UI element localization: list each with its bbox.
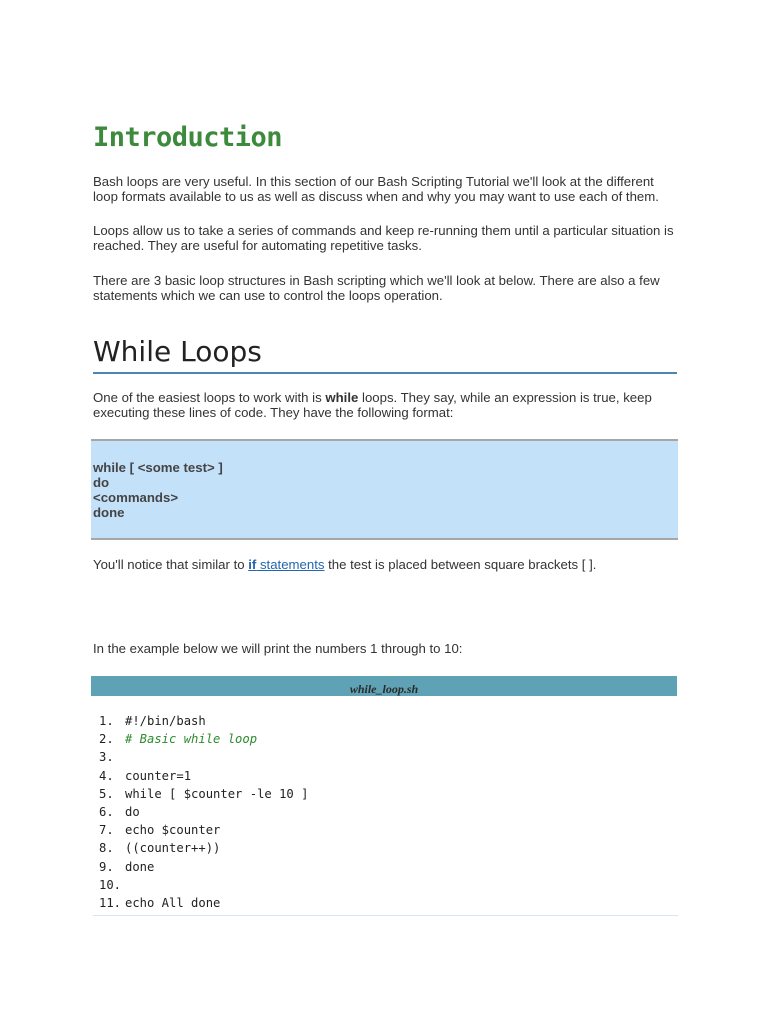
code-text: done xyxy=(125,859,155,874)
while-keyword: while xyxy=(325,390,359,405)
line-number: 2. xyxy=(99,732,114,747)
while-intro-text: One of the easiest loops to work with is xyxy=(93,390,326,405)
line-number: 11. xyxy=(99,896,122,910)
code-text: #!/bin/bash xyxy=(125,714,206,728)
format-line: do xyxy=(93,475,110,490)
line-number: 10. xyxy=(99,877,122,892)
line-number: 3. xyxy=(99,750,114,765)
code-text: ((counter++)) xyxy=(125,841,221,856)
intro-paragraph-2: Loops allow us to take a series of commands and keep re-running them until a particular situation is reached. They are useful for automating repetitive tasks. xyxy=(93,223,674,253)
introduction-heading: Introduction xyxy=(93,122,283,153)
while-intro-text-rest: loops. They say, while an expression is true, keep executing these lines of code. They have the following format: xyxy=(93,390,652,420)
filename: while_loop.sh xyxy=(349,682,419,696)
brackets-note xyxy=(93,557,678,572)
code-text: echo $counter xyxy=(125,823,221,838)
while-loops-heading: While Loops xyxy=(93,335,262,368)
line-number: 9. xyxy=(99,859,114,874)
line-number: 5. xyxy=(99,786,114,801)
line-number: 4. xyxy=(99,768,114,783)
code-text: while [ $counter -le 10 ] xyxy=(125,786,309,801)
code-listing xyxy=(93,714,678,916)
intro-paragraph-3: There are 3 basic loop structures in Bash scripting which we'll look at below. There are also a few statements which we can use to control the loops operation. xyxy=(93,273,660,303)
line-number: 7. xyxy=(99,823,114,838)
code-comment: # Basic while loop xyxy=(125,732,258,747)
intro-paragraph-1: Bash loops are very useful. In this section of our Bash Scripting Tutorial we'll look at the different loop formats available to us as well as discuss when and why you may want to use each of them. xyxy=(93,174,659,204)
format-line: done xyxy=(93,505,125,520)
line-number: 6. xyxy=(99,805,114,819)
note-text: You'll notice that similar to xyxy=(93,557,249,572)
code-text: echo All done xyxy=(125,896,221,910)
format-line: <commands> xyxy=(93,490,179,505)
if-statements-link[interactable]: if statements xyxy=(248,557,325,572)
heading-underline xyxy=(93,372,677,374)
format-code-box xyxy=(91,439,678,540)
note-text-rest: the test is placed between square brackets [ ]. xyxy=(324,557,597,572)
while-intro-paragraph xyxy=(93,390,678,420)
example-intro: In the example below we will print the numbers 1 through to 10: xyxy=(93,641,463,656)
line-number: 8. xyxy=(99,841,114,856)
line-number: 1. xyxy=(99,714,114,728)
format-line: while [ <some test> ] xyxy=(93,460,223,475)
filename-bar xyxy=(91,676,677,696)
code-text: counter=1 xyxy=(125,768,192,783)
code-text: do xyxy=(125,805,140,819)
